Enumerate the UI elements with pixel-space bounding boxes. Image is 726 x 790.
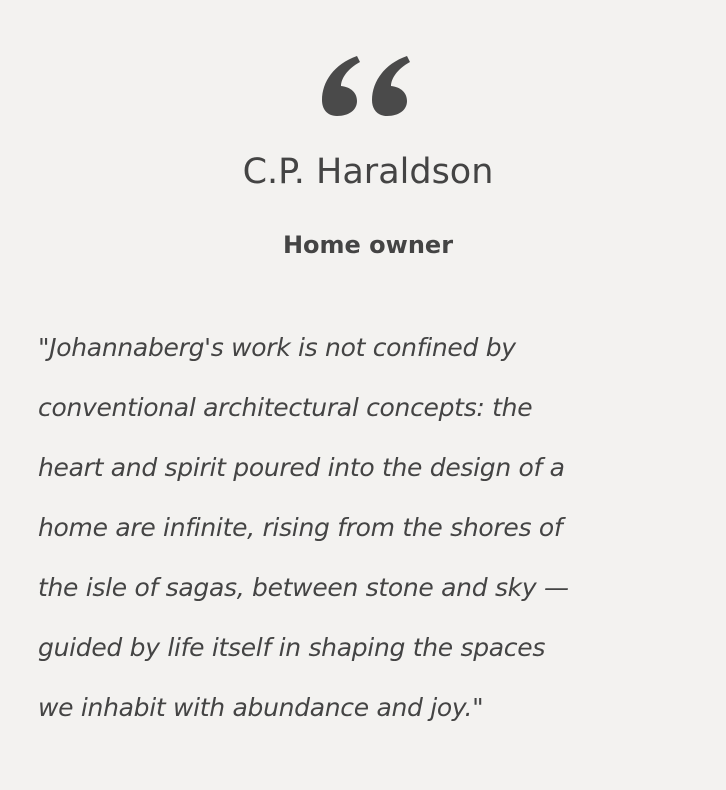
quote-line: guided by life itself in shaping the spaces — [38, 633, 546, 662]
quote-line: heart and spirit poured into the design of a — [38, 453, 565, 482]
quote-line: the isle of sagas, between stone and sky — — [38, 573, 569, 602]
quote-icon — [320, 54, 416, 118]
quote-line: conventional architectural concepts: the — [38, 393, 533, 422]
author-name: C.P. Haraldson — [242, 152, 494, 192]
testimonial-quote — [38, 318, 710, 738]
quote-line: "Johannaberg's work is not confined by — [38, 333, 516, 362]
quote-line: home are infinite, rising from the shores of — [38, 513, 563, 542]
author-role: Home owner — [282, 231, 454, 259]
quote-line: we inhabit with abundance and joy." — [38, 693, 484, 722]
